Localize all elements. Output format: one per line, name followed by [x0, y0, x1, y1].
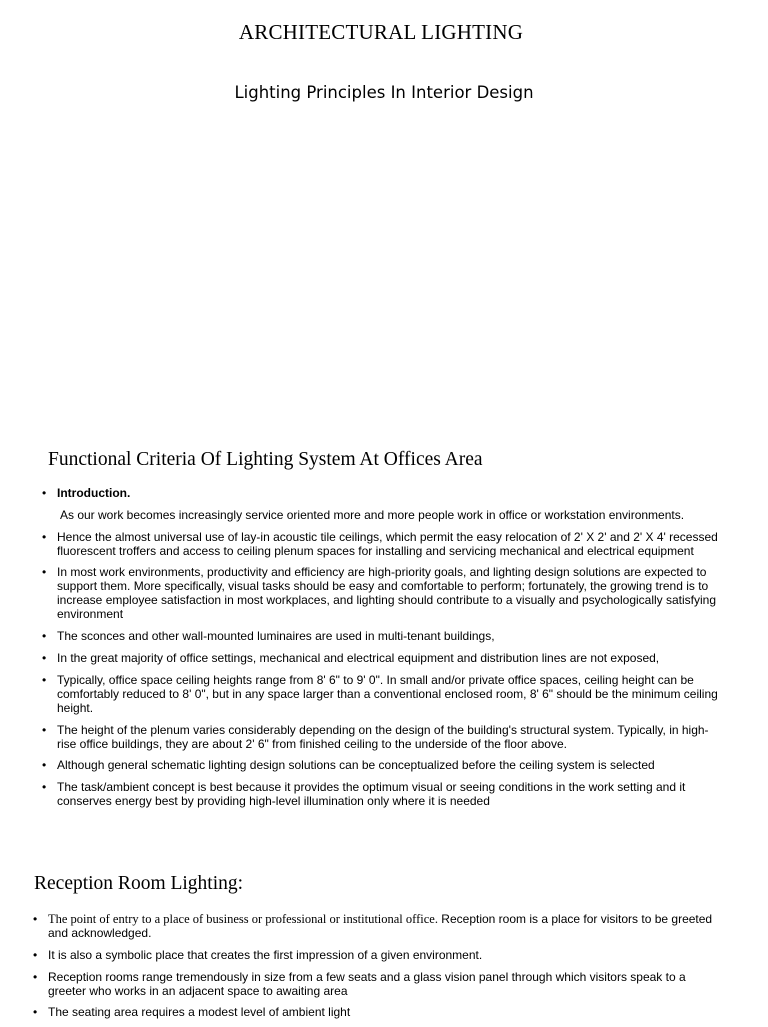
bullet-text: The sconces and other wall-mounted luminaires are used in multi-tenant buildings, [57, 629, 495, 644]
document-title: ARCHITECTURAL LIGHTING [238, 20, 524, 44]
bullet-text: The seating area requires a modest level of ambient light [48, 1005, 351, 1020]
list-item-intro-text [42, 508, 722, 522]
section-heading-reception: Reception Room Lighting: [34, 873, 244, 894]
bullet-text: The task/ambient concept is best because it provides the optimum visual or seeing conditions in the work setting and it conserves energy best by providing high-level illumination only where it is needed [57, 780, 686, 809]
section-heading-offices: Functional Criteria Of Lighting System At Offices Area [48, 449, 483, 470]
list-item-introduction [42, 486, 722, 500]
document-subtitle: Lighting Principles In Interior Design [234, 83, 534, 102]
bullet-text: Typically, office space ceiling heights range from 8' 6" to 9' 0". In small and/or private office spaces, ceiling height can be comfortably reduced to 8' 0", but in any space larger than a conventional enclosed room, 8' 6" should be the minimum ceiling height. [57, 672, 718, 715]
list-item [33, 912, 723, 940]
list-item [42, 673, 722, 715]
list-item [42, 758, 722, 772]
list-item [42, 780, 722, 808]
list-item [42, 629, 722, 643]
bullet-text: In the great majority of office settings, mechanical and electrical equipment and distribution lines are not exposed, [57, 650, 660, 665]
offices-bullet-list [42, 486, 722, 816]
reception-bullet-list [33, 912, 723, 1027]
list-item [42, 651, 722, 665]
list-item [33, 948, 723, 962]
list-item [33, 970, 723, 998]
bullet-text: Although general schematic lighting design solutions can be conceptualized before the ceiling system is selected [57, 758, 655, 773]
list-item [42, 723, 722, 751]
list-item [42, 530, 722, 558]
list-item [42, 565, 722, 621]
list-item [33, 1005, 723, 1019]
intro-text: As our work becomes increasingly service oriented more and more people work in office or workstation environments. [60, 507, 685, 522]
intro-label: Introduction. [57, 486, 131, 500]
bullet-text: In most work environments, productivity and efficiency are high-priority goals, and lighting design solutions are expected to support them. More specifically, visual tasks should be easy and comfortable to perform; fortunately, the growing trend is to increase employee satisfaction in most workplaces, and lighting should contribute to a visually and psychologically satisfying environment [57, 565, 717, 622]
bullet-text-serif: The point of entry to a place of business or professional or institutional office. [48, 912, 438, 926]
bullet-text: Reception rooms range tremendously in size from a few seats and a glass vision panel through which visitors speak to a greeter who works in an adjacent space to awaiting area [48, 969, 686, 998]
bullet-text: Reception room is a place for visitors to be greeted and acknowledged. [48, 912, 713, 940]
bullet-text: Hence the almost universal use of lay-in acoustic tile ceilings, which permit the easy relocation of 2' X 2' and 2' X 4' recessed fluorescent troffers and access to ceiling plenum spaces for installing and servicing mechanical and electrical equipment [57, 529, 718, 558]
bullet-text: The height of the plenum varies considerably depending on the design of the building's structural system. Typically, in high-rise office buildings, they are about 2' 6" from finished ceiling to the underside of the floor above. [57, 722, 709, 751]
bullet-text: It is also a symbolic place that creates the first impression of a given environment. [48, 947, 483, 962]
